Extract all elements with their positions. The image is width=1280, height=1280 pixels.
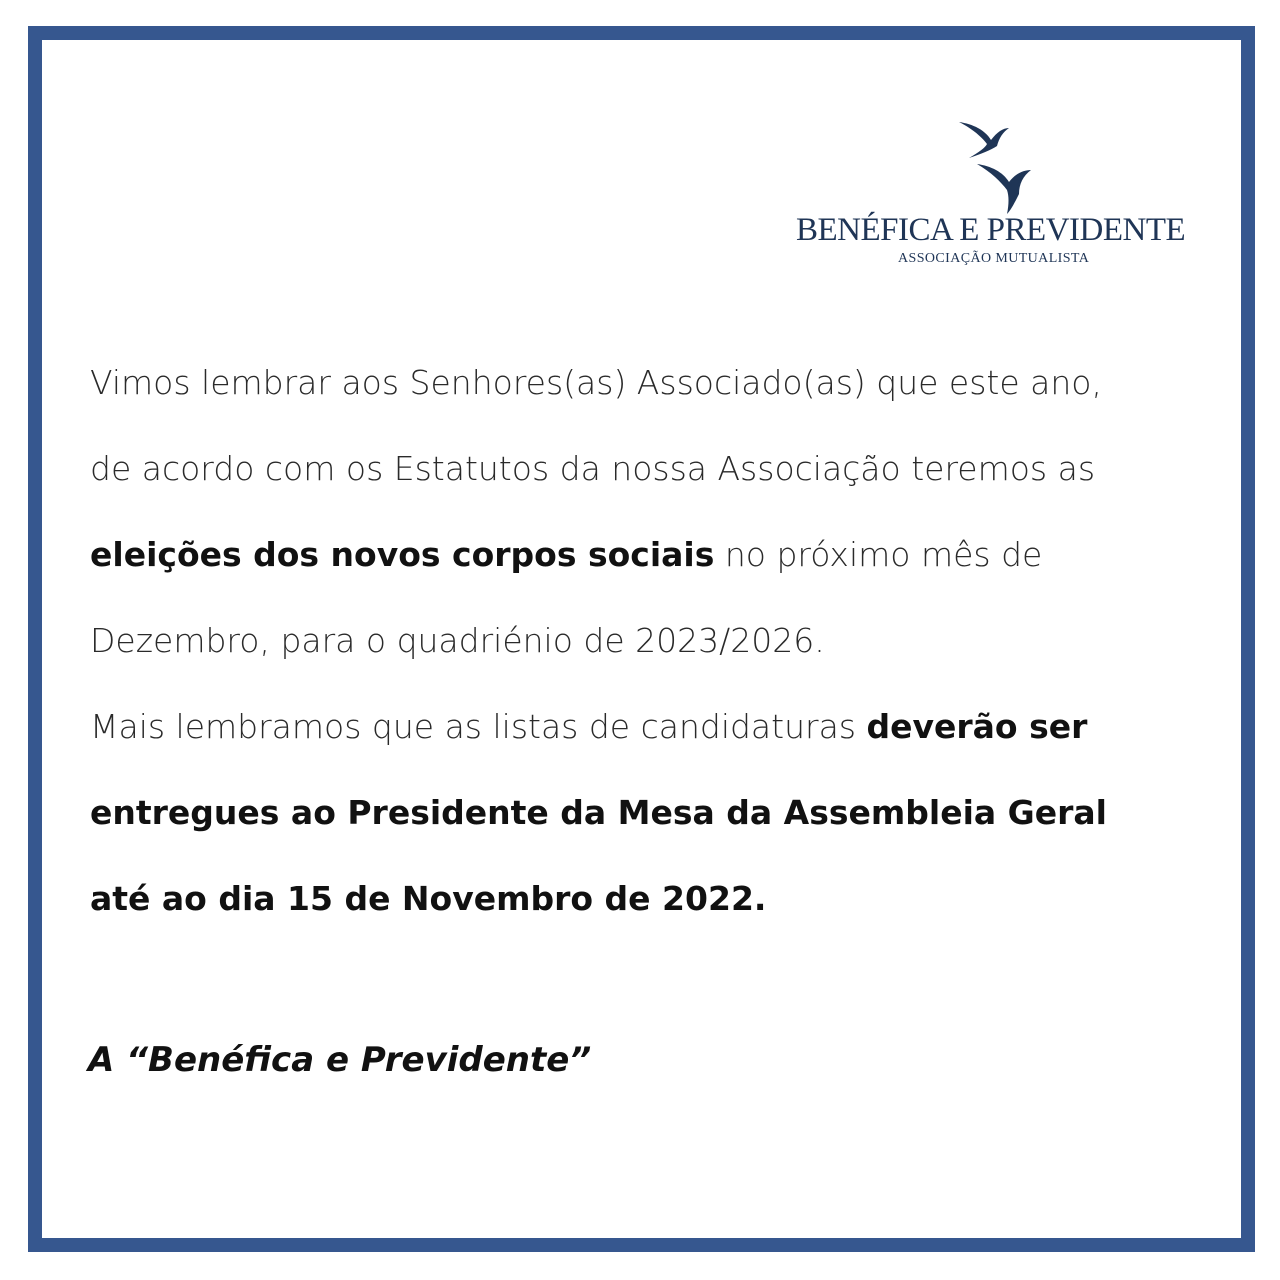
brand-tagline: ASSOCIAÇÃO MUTUALISTA [898, 251, 1090, 266]
notice-line-6: entregues ao Presidente da Mesa da Assembleia Geral [90, 793, 1107, 832]
notice-line-2: de acordo com os Estatutos da nossa Associação teremos as [90, 449, 1096, 488]
notice-line-5-rest: Mais lembramos que as listas de candidaturas [90, 707, 867, 746]
notice-line-7: até ao dia 15 de Novembro de 2022. [90, 879, 767, 918]
notice-line-3 [90, 512, 1200, 598]
brand-logo [796, 120, 1206, 270]
notice-body [90, 340, 1200, 942]
signature: A “Benéfica e Previdente” [88, 1040, 592, 1080]
elections-highlight: eleições dos novos corpos sociais [90, 535, 715, 574]
notice-line-5 [90, 684, 1200, 770]
deadline-highlight-start: deverão ser [866, 707, 1088, 746]
notice-line-3-rest: no próximo mês de [714, 535, 1043, 574]
swallows-logo-icon [951, 120, 1041, 215]
brand-name: BENÉFICA E PREVIDENTE [796, 212, 1186, 248]
notice-line-1: Vimos lembrar aos Senhores(as) Associado(as) que este ano, [90, 363, 1102, 402]
notice-line-4: Dezembro, para o quadriénio de 2023/2026. [90, 621, 825, 660]
